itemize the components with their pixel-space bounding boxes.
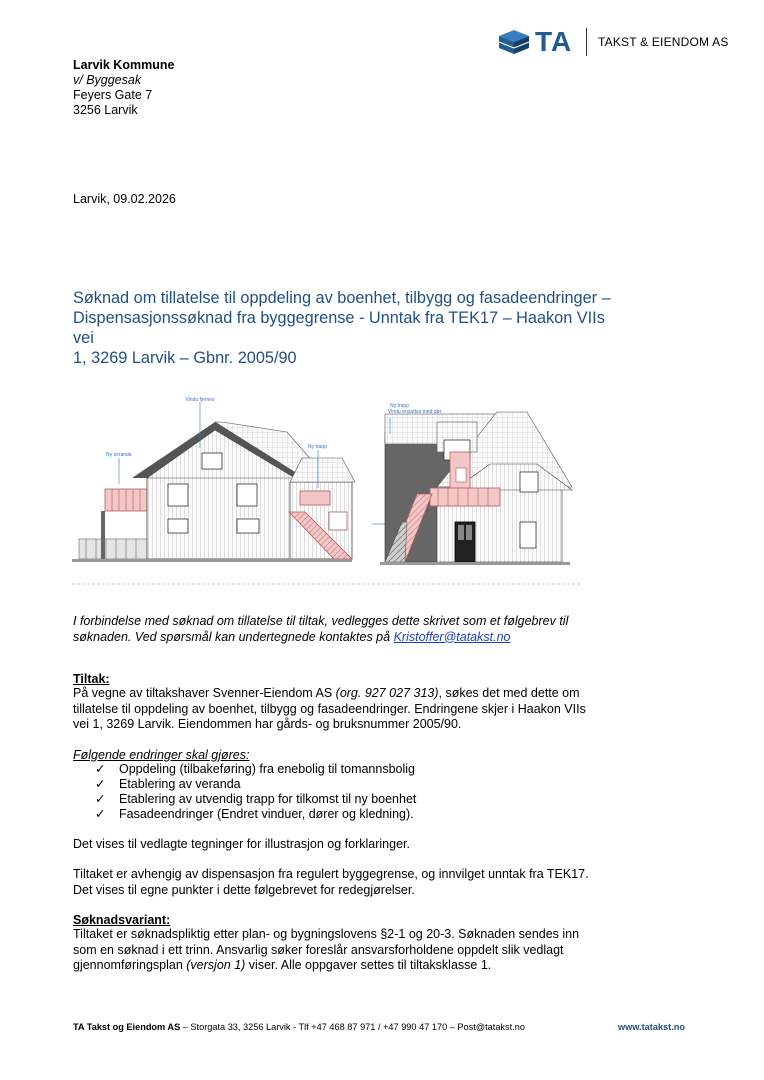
intro-line-2 bbox=[73, 630, 613, 646]
title-line-1: Søknad om tillatelse til oppdeling av boenhet, tilbygg og fasadeendringer – bbox=[73, 289, 611, 307]
recipient-name: Larvik Kommune bbox=[73, 58, 175, 72]
recipient-attn: v/ Byggesak bbox=[73, 73, 142, 87]
footer-website-link[interactable]: www.tatakst.no bbox=[617, 1022, 685, 1032]
dispensation-line-1: Tiltaket er avhengig av dispensasjon fra regulert byggegrense, og innvilget unntak fra TEK17. bbox=[73, 867, 589, 881]
recipient-street: Feyers Gate 7 bbox=[73, 88, 153, 102]
tiltak-drawings-note: Det vises til vedlagte tegninger for illustrasjon og forklaringer. bbox=[73, 836, 410, 851]
tiltak-line-2: tillatelse til oppdeling av boenhet, tilbygg og fasadeendringer. Endringene skjer i Haakon VIIs bbox=[73, 701, 586, 716]
tiltak-line-1 bbox=[73, 686, 633, 702]
list-item-text: Etablering av utvendig trapp for tilkomst til ny boenhet bbox=[119, 791, 417, 806]
left-elevation bbox=[72, 397, 355, 562]
soknadsvariant-line-1: Tiltaket er søknadspliktig etter plan- og bygningslovens §2-1 og 20-3. Søknaden sendes inn bbox=[73, 927, 580, 941]
drawing-label: Vindu fjernes bbox=[185, 397, 215, 403]
soknadsvariant-line-3-b: viser. Alle oppgaver settes til tiltaksklasse 1. bbox=[245, 958, 492, 972]
list-item-text: Oppdeling (tilbakeføring) fra enebolig til tomannsbolig bbox=[119, 761, 415, 776]
drawing-label: Ny trapp bbox=[390, 403, 409, 409]
checkmark-icon: ✓ bbox=[95, 791, 106, 806]
logo-letters: TA bbox=[535, 26, 573, 57]
intro-paragraph bbox=[73, 614, 613, 645]
soknadsvariant-line-3 bbox=[73, 958, 633, 974]
drawing-label: Vindu erstattes med dør. bbox=[388, 409, 443, 415]
logo-cube-icon bbox=[497, 28, 531, 56]
company-name: TAKST & EIENDOM AS bbox=[598, 35, 729, 49]
recipient-address bbox=[73, 58, 174, 118]
tiltak-line-1-b: , søkes det med dette om bbox=[438, 686, 580, 700]
logo-divider bbox=[586, 28, 587, 56]
company-logo bbox=[497, 26, 737, 60]
tiltak-dispensation-note bbox=[73, 867, 633, 898]
recipient-postal: 3256 Larvik bbox=[73, 103, 138, 117]
list-item bbox=[73, 777, 633, 792]
tiltak-paragraph bbox=[73, 686, 633, 733]
title-line-2: Dispensasjonssøknad fra byggegrense - Unntak fra TEK17 – Haakon VIIs vei bbox=[73, 309, 605, 347]
list-item bbox=[73, 792, 633, 807]
soknadsvariant-heading: Søknadsvariant: bbox=[73, 913, 171, 927]
changes-list-title: Følgende endringer skal gjøres: bbox=[73, 747, 250, 762]
contact-email-link[interactable]: Kristoffer@tatakst.no bbox=[393, 629, 511, 644]
checkmark-icon: ✓ bbox=[95, 806, 106, 821]
checkmark-icon: ✓ bbox=[95, 761, 106, 776]
soknadsvariant-paragraph bbox=[73, 927, 633, 974]
tiltak-section bbox=[73, 672, 633, 974]
checkmark-icon: ✓ bbox=[95, 776, 106, 791]
soknadsvariant-line-3-a: gjennomføringsplan bbox=[73, 958, 187, 972]
list-item bbox=[73, 762, 633, 777]
right-elevation bbox=[372, 403, 572, 565]
facade-drawings bbox=[72, 392, 580, 588]
tiltak-heading: Tiltak: bbox=[73, 672, 110, 686]
letter-date: Larvik, 09.02.2026 bbox=[73, 192, 176, 206]
plan-version: (versjon 1) bbox=[186, 958, 246, 972]
list-item-text: Etablering av veranda bbox=[119, 776, 241, 791]
letter-title bbox=[73, 288, 613, 368]
facade-drawings-svg bbox=[72, 392, 580, 588]
drawing-label: Ny veranda bbox=[106, 452, 132, 458]
dispensation-line-2: Det vises til egne punkter i dette følgebrevet for redegjørelser. bbox=[73, 882, 415, 897]
tiltak-line-1-a: På vegne av tiltakshaver Svenner-Eiendom AS bbox=[73, 686, 336, 700]
title-line-3: 1, 3269 Larvik – Gbnr. 2005/90 bbox=[73, 349, 297, 367]
intro-line-2-text: søknaden. Ved spørsmål kan undertegnede kontaktes på bbox=[73, 629, 394, 644]
footer-details: – Storgata 33, 3256 Larvik - Tlf +47 468 87 971 / +47 990 47 170 – Post@tatakst.no bbox=[180, 1022, 525, 1032]
footer-company: TA Takst og Eiendom AS bbox=[73, 1022, 181, 1032]
drawing-label: Ny trapp bbox=[308, 444, 327, 450]
changes-list bbox=[73, 762, 633, 822]
tiltak-line-3: vei 1, 3269 Larvik. Eiendommen har gårds- og bruksnummer 2005/90. bbox=[73, 717, 462, 731]
list-item-text: Fasadeendringer (Endret vinduer, dører og kledning). bbox=[119, 806, 414, 821]
page-footer bbox=[73, 1022, 685, 1032]
list-item bbox=[73, 807, 633, 822]
org-number: (org. 927 027 313) bbox=[335, 686, 439, 700]
intro-line-1: I forbindelse med søknad om tillatelse til tiltak, vedlegges dette skrivet som et følgebrev til bbox=[73, 614, 569, 628]
soknadsvariant-line-2: som en søknad i ett trinn. Ansvarlig søker foreslår ansvarsforholdene oppdelt slik vedlagt bbox=[73, 942, 564, 957]
